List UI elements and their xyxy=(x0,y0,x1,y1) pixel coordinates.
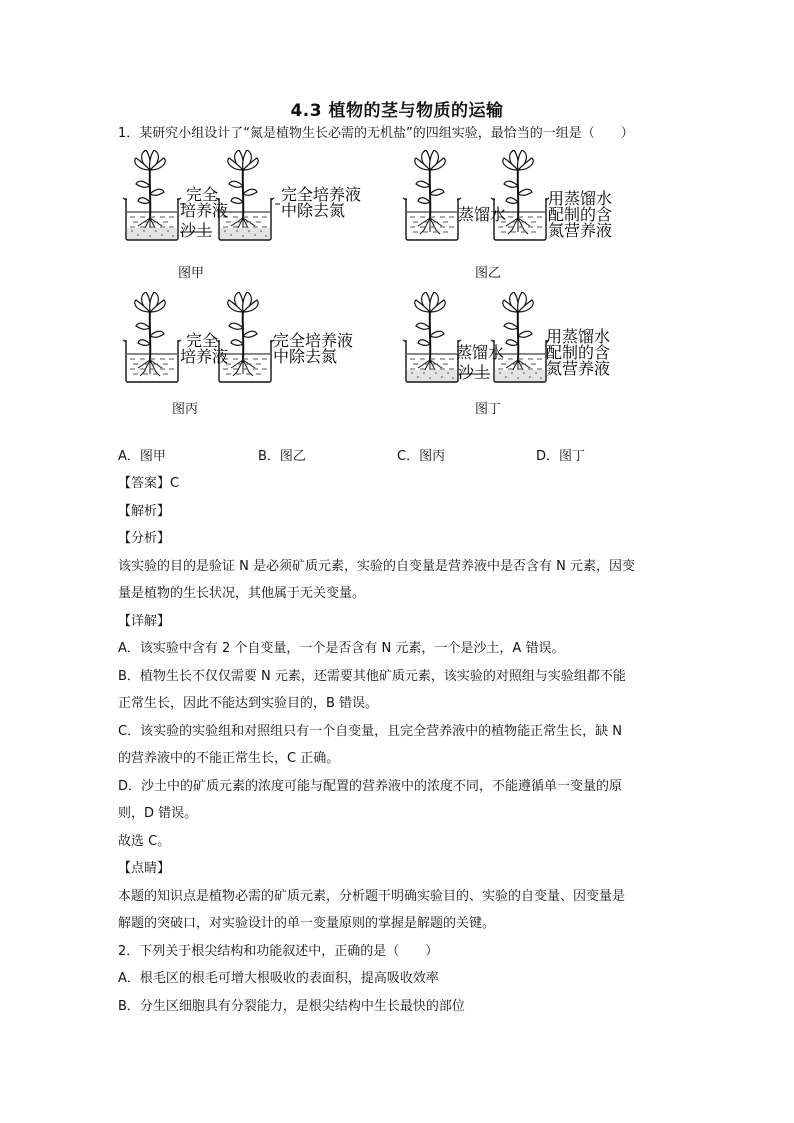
text-line: 则，D 错误。 xyxy=(118,806,198,821)
text-line: C．该实验的实验组和对照组只有一个自变量，且完全营养液中的植物能正常生长，缺 N xyxy=(118,723,622,739)
label-left: 蒸馏水 xyxy=(458,205,507,224)
plant-icon xyxy=(503,292,533,376)
section-fenxi: 【分析】 xyxy=(118,531,171,546)
label-r1: 完全培养液 xyxy=(281,185,362,204)
label-r2: 配制的含 xyxy=(546,343,611,362)
section-xiangjie: 【详解】 xyxy=(118,613,171,629)
option-b: B．图乙 xyxy=(258,449,306,464)
solution-body xyxy=(118,470,678,1020)
question-2-stem: 2．下列关于根尖结构和功能叙述中，正确的是（ ） xyxy=(118,943,439,959)
section-dianjing: 【点睛】 xyxy=(118,861,171,876)
text-line: 本题的知识点是植物必需的矿质元素，分析题干明确实验目的、实验的自变量、因变量是 xyxy=(118,888,626,904)
label-l1: 完全 xyxy=(186,331,219,350)
label-r2: 中除去氮 xyxy=(281,201,346,220)
option-d: D．图丁 xyxy=(536,449,586,464)
q2-option-b: B．分生区细胞具有分裂能力，是根尖结构中生长最快的部位 xyxy=(118,998,465,1014)
text-line: 正常生长，因此不能达到实验目的，B 错误。 xyxy=(118,696,379,711)
section-jiexi: 【解析】 xyxy=(118,503,171,519)
plant-icon xyxy=(415,292,445,376)
text-line: B．植物生长不仅仅需要 N 元素，还需要其他矿质元素，该实验的对照组与实验组都不能 xyxy=(118,668,626,684)
label-r1: 用蒸馏水 xyxy=(548,189,613,208)
text-line: D．沙土中的矿质元素的浓度可能与配置的营养液中的浓度不同，不能遵循单一变量的原 xyxy=(118,778,623,794)
label-r3: 氮营养液 xyxy=(548,221,613,240)
label-l2: 培养液 xyxy=(180,347,229,366)
figure-jia xyxy=(118,150,368,250)
caption-bing: 图丙 xyxy=(172,402,199,417)
text-line: 该实验的目的是验证 N 是必须矿质元素，实验的自变量是营养液中是否含有 N 元素，因变 xyxy=(118,558,635,574)
label-left: 蒸馏水 xyxy=(456,343,505,362)
label-bottom: 沙土 xyxy=(180,221,213,240)
caption-yi: 图乙 xyxy=(475,266,502,281)
label-r1: 用蒸馏水 xyxy=(546,327,611,346)
label-r1: 完全培养液 xyxy=(273,331,354,350)
label-r3: 氮营养液 xyxy=(546,359,611,378)
plant-icon xyxy=(135,292,165,376)
caption-jia: 图甲 xyxy=(178,266,205,281)
plant-icon xyxy=(228,292,258,376)
label-r2: 中除去氮 xyxy=(273,347,338,366)
caption-ding: 图丁 xyxy=(475,402,502,417)
plant-icon xyxy=(415,150,445,234)
text-line: 故选 C。 xyxy=(118,833,171,849)
text-line: 解题的突破口，对实验设计的单一变量原则的掌握是解题的关键。 xyxy=(118,916,496,931)
option-a: A．图甲 xyxy=(118,449,166,464)
plant-icon xyxy=(228,150,258,234)
figure-yi xyxy=(400,150,640,250)
text-line: A．该实验中含有 2 个自变量，一个是否含有 N 元素，一个是沙土，A 错误。 xyxy=(118,641,565,656)
answer: 【答案】C xyxy=(118,476,180,491)
q2-option-a: A．根毛区的根毛可增大根吸收的表面积，提高吸收效率 xyxy=(118,971,439,986)
figure-ding xyxy=(400,292,640,392)
label-bottom: 沙土 xyxy=(458,363,491,382)
plant-icon xyxy=(503,150,533,234)
text-line: 的营养液中的不能正常生长，C 正确。 xyxy=(118,751,340,766)
option-c: C．图丙 xyxy=(397,449,446,464)
label-r2: 配制的含 xyxy=(548,205,613,224)
plant-icon xyxy=(135,150,165,234)
page-title: 4.3 植物的茎与物质的运输 xyxy=(290,101,504,121)
question-1-stem: 1．某研究小组设计了“氮是植物生长必需的无机盐”的四组实验，最恰当的一组是（ ） xyxy=(118,126,634,141)
label-l2: 培养液 xyxy=(180,201,229,220)
label-l1: 完全 xyxy=(186,185,219,204)
text-line: 量是植物的生长状况，其他属于无关变量。 xyxy=(118,586,366,601)
figure-bing xyxy=(118,292,368,392)
